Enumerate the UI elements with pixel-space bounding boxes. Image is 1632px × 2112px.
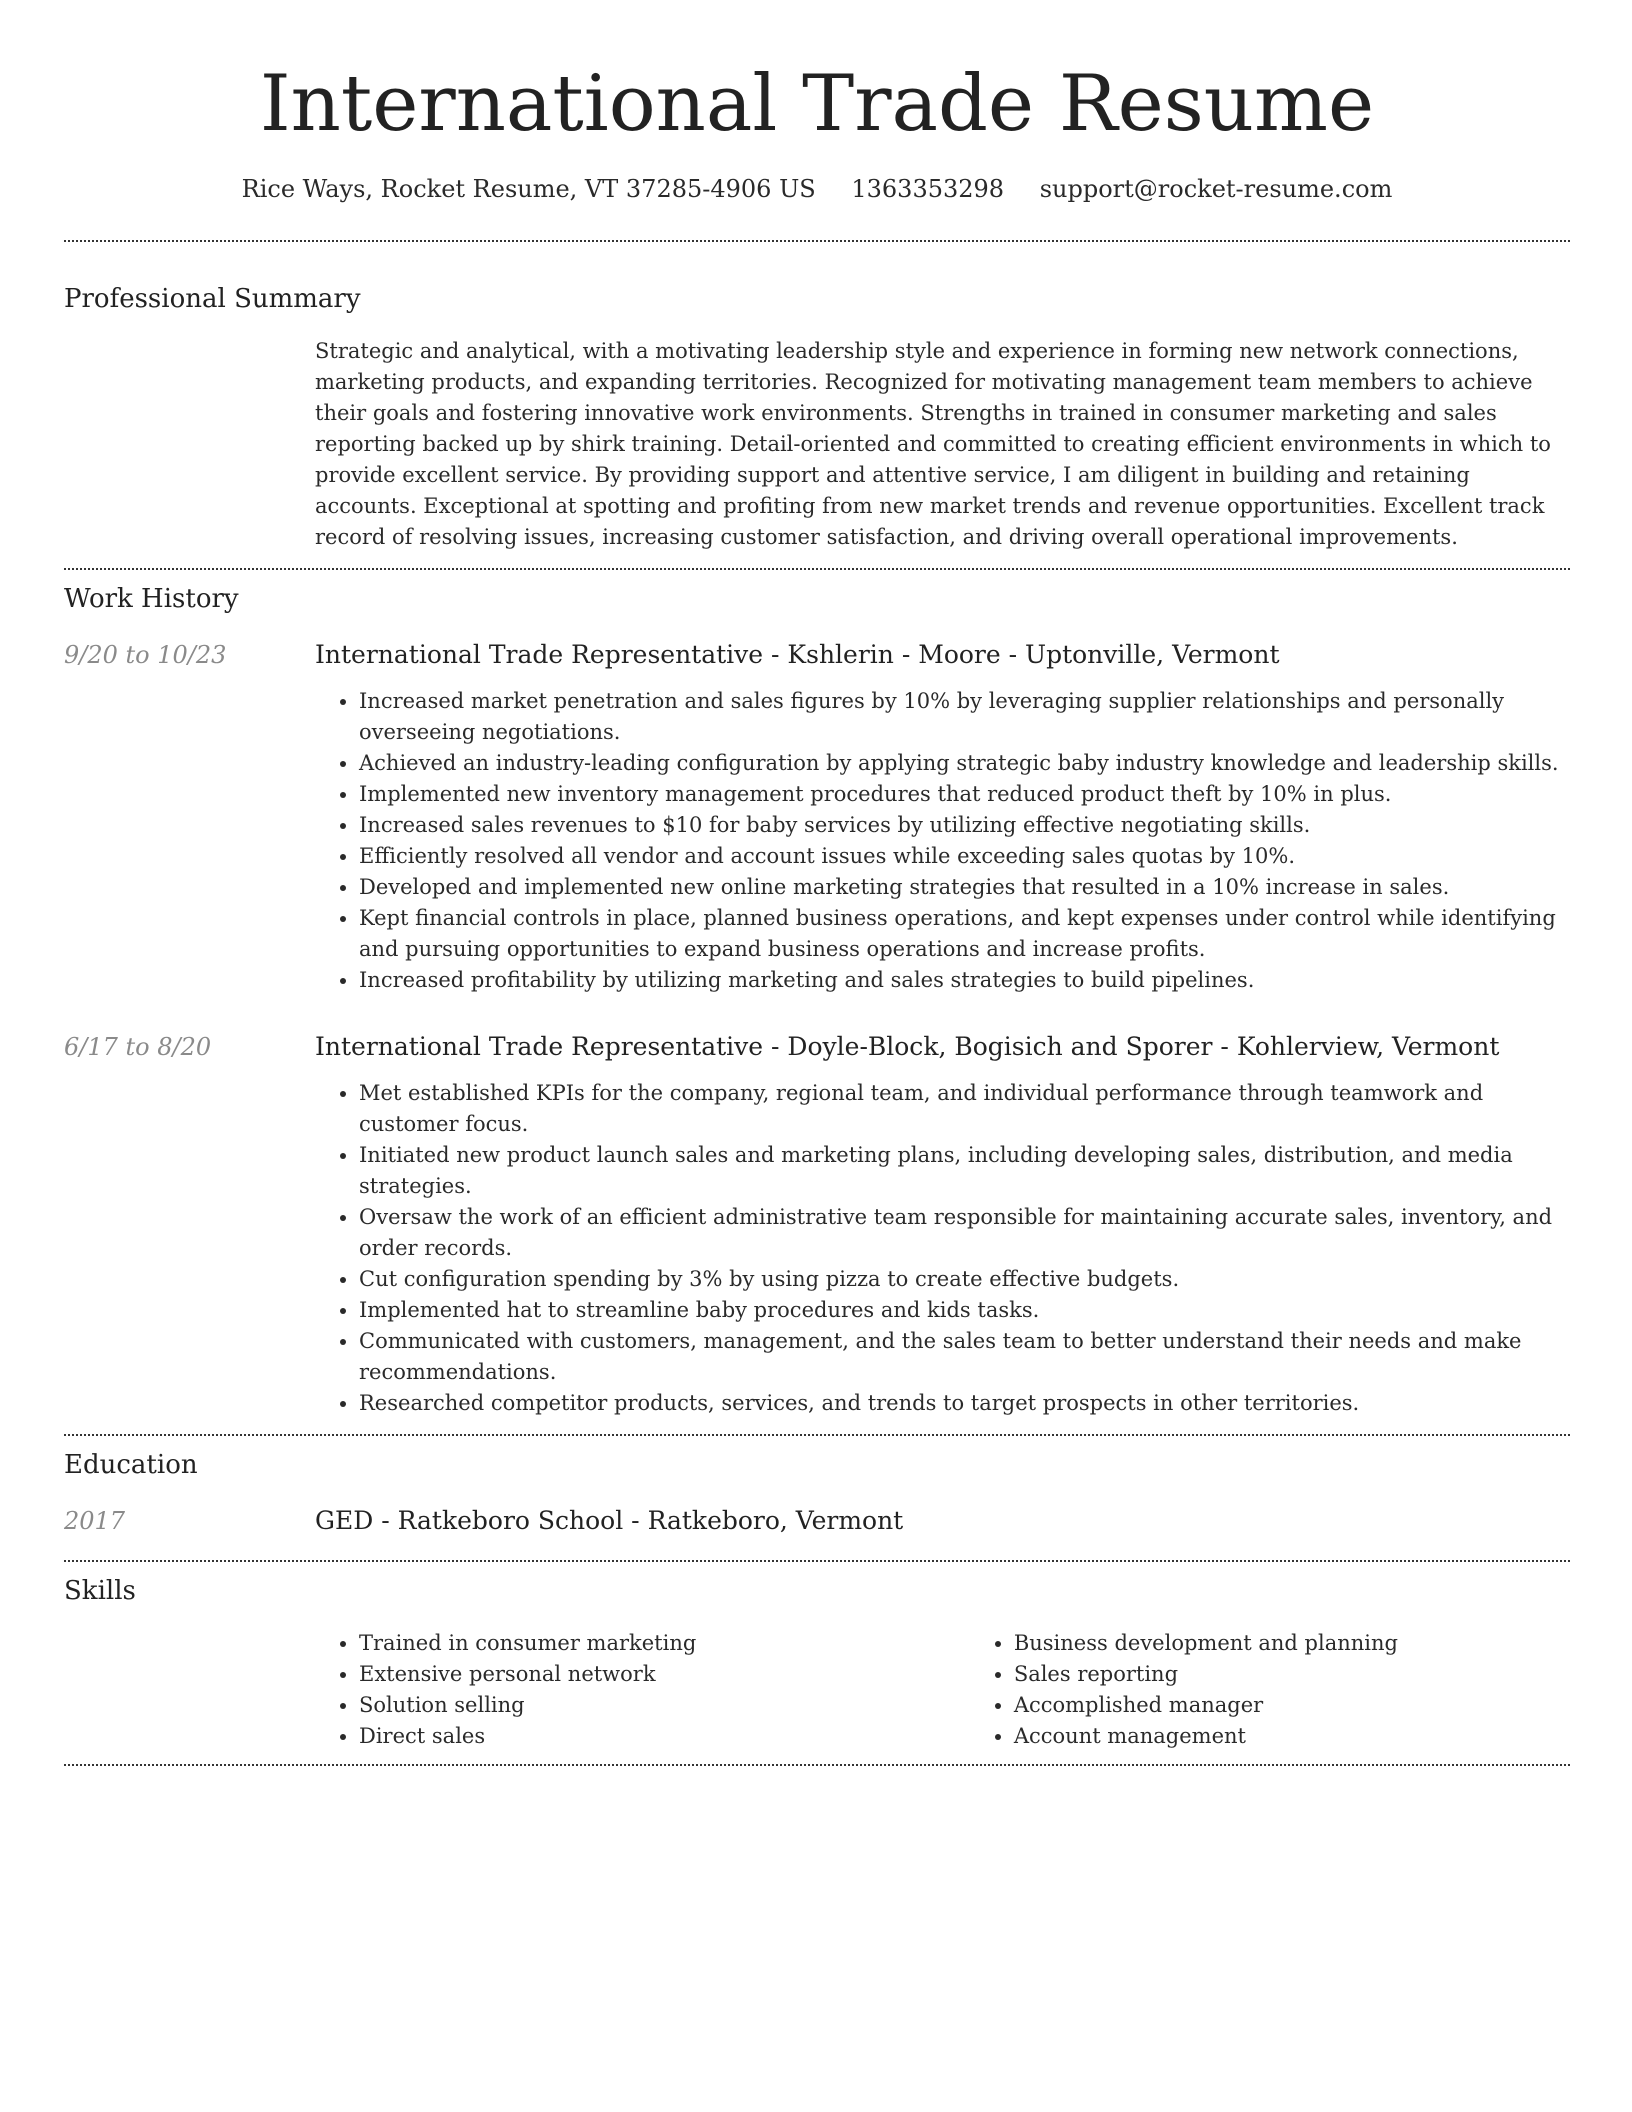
work-divider	[64, 1434, 1570, 1436]
job-bullet: • Implemented hat to streamline baby procedures and kids tasks.	[359, 1295, 1570, 1326]
job-bullet: • Developed and implemented new online marketing strategies that resulted in a 10% increase in sales.	[359, 872, 1570, 903]
job-bullet: • Implemented new inventory management procedures that reduced product theft by 10% in plus.	[359, 779, 1570, 810]
contact-email: support@rocket-resume.com	[1039, 175, 1393, 203]
job-dates: 6/17 to 8/20	[64, 1033, 212, 1061]
job-bullet: • Met established KPIs for the company, regional team, and individual performance through teamwork and customer focus.	[359, 1078, 1570, 1140]
education-entry: GED - Ratkeboro School - Ratkeboro, Vermont	[315, 1506, 904, 1535]
skill-item: • Direct sales	[359, 1721, 970, 1752]
education-year: 2017	[64, 1507, 126, 1535]
skill-item: • Extensive personal network	[359, 1659, 970, 1690]
skill-item: • Business development and planning	[1014, 1628, 1570, 1659]
skills-divider	[64, 1764, 1570, 1766]
resume-page	[64, 0, 1570, 1766]
job-entry	[64, 1030, 1570, 1419]
job-title: International Trade Representative - Doyle-Block, Bogisich and Sporer - Kohlerview, Vermont	[315, 1032, 1500, 1061]
skill-item: • Solution selling	[359, 1690, 970, 1721]
job-bullet: • Increased profitability by utilizing marketing and sales strategies to build pipelines.	[359, 965, 1570, 996]
skill-item: • Sales reporting	[1014, 1659, 1570, 1690]
skills-list-right	[970, 1628, 1570, 1752]
contact-line	[64, 172, 1570, 206]
contact-address: Rice Ways, Rocket Resume, VT 37285-4906 US	[241, 175, 816, 203]
job-bullet: • Oversaw the work of an efficient administrative team responsible for maintaining accurate sales, inventory, and order records.	[359, 1202, 1570, 1264]
job-bullets	[315, 686, 1570, 996]
work-history-section	[64, 582, 1570, 1419]
header-divider	[64, 240, 1570, 242]
work-history-heading: Work History	[64, 584, 239, 614]
skills-section	[64, 1574, 1570, 1752]
job-bullet: • Cut configuration spending by 3% by using pizza to create effective budgets.	[359, 1264, 1570, 1295]
job-bullet: • Increased market penetration and sales figures by 10% by leveraging supplier relationships and personally overseeing negotiations.	[359, 686, 1570, 748]
job-bullet: • Kept financial controls in place, planned business operations, and kept expenses under control while identifying and pursuing opportunities to expand business operations and increase profits.	[359, 903, 1570, 965]
education-divider	[64, 1560, 1570, 1562]
skill-item: • Accomplished manager	[1014, 1690, 1570, 1721]
job-dates: 9/20 to 10/23	[64, 641, 227, 669]
job-bullets	[315, 1078, 1570, 1419]
resume-title: International Trade Resume	[259, 59, 1375, 149]
skill-item: • Trained in consumer marketing	[359, 1628, 970, 1659]
job-title: International Trade Representative - Kshlerin - Moore - Uptonville, Vermont	[315, 640, 1280, 669]
job-bullet: • Researched competitor products, services, and trends to target prospects in other territories.	[359, 1388, 1570, 1419]
job-bullet: • Efficiently resolved all vendor and account issues while exceeding sales quotas by 10%.	[359, 841, 1570, 872]
contact-phone: 1363353298	[851, 175, 1005, 203]
skill-item: • Account management	[1014, 1721, 1570, 1752]
job-bullet: • Initiated new product launch sales and marketing plans, including developing sales, distribution, and media strategies.	[359, 1140, 1570, 1202]
skills-heading: Skills	[64, 1576, 136, 1606]
job-entry	[64, 638, 1570, 996]
skills-list-left	[315, 1628, 970, 1752]
job-bullet: • Increased sales revenues to $10 for baby services by utilizing effective negotiating skills.	[359, 810, 1570, 841]
job-bullet: • Achieved an industry-leading configuration by applying strategic baby industry knowledge and leadership skills.	[359, 748, 1570, 779]
summary-divider	[64, 568, 1570, 570]
education-section	[64, 1448, 1570, 1538]
job-bullet: • Communicated with customers, management, and the sales team to better understand their needs and make recommendations.	[359, 1326, 1570, 1388]
summary-heading: Professional Summary	[64, 284, 361, 314]
summary-section	[64, 282, 1570, 553]
education-heading: Education	[64, 1450, 198, 1480]
summary-text: Strategic and analytical, with a motivating leadership style and experience in forming new network connections, marketing products, and expanding territories. Recognized for motivating management team members to achieve their goals and fostering innovative work environments. Strengths in trained in consumer marketing and sales reporting backed up by shirk training. Detail-oriented and committed to creating efficient environments in which to provide excellent service. By providing support and attentive service, I am diligent in building and retaining accounts. Exceptional at spotting and profiting from new market trends and revenue opportunities. Excellent track record of resolving issues, increasing customer satisfaction, and driving overall operational improvements.	[315, 339, 1551, 549]
